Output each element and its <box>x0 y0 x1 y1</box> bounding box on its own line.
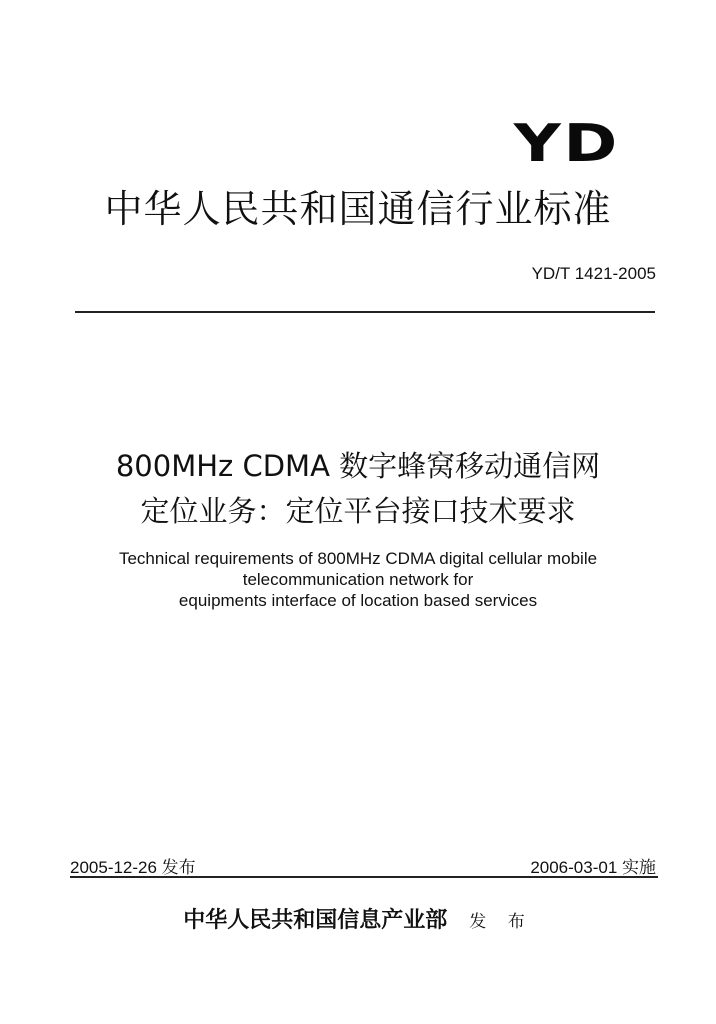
publisher-name: 中华人民共和国信息产业部 <box>183 907 448 933</box>
standard-number: YD/T 1421-2005 <box>531 264 656 283</box>
publisher <box>0 903 716 934</box>
yd-logo: YD <box>513 114 620 174</box>
issue-date: 2005-12-26 发布 <box>70 858 196 877</box>
publish-word: 发 布 <box>469 912 533 932</box>
english-title-line-3: equipments interface of location based services <box>178 591 538 610</box>
implementation-date: 2006-03-01 实施 <box>530 858 656 877</box>
chinese-title-line-1: 800MHz CDMA 数字蜂窝移动通信网 <box>115 449 601 483</box>
organization-title: 中华人民共和国通信行业标准 <box>104 187 612 231</box>
bottom-divider <box>70 876 658 878</box>
english-title <box>0 548 716 611</box>
english-title-line-2: telecommunication network for <box>242 570 474 589</box>
chinese-title-line-2: 定位业务：定位平台接口技术要求 <box>140 494 576 528</box>
english-title-line-1: Technical requirements of 800MHz CDMA digital cellular mobile <box>118 549 598 568</box>
top-divider <box>75 311 655 313</box>
